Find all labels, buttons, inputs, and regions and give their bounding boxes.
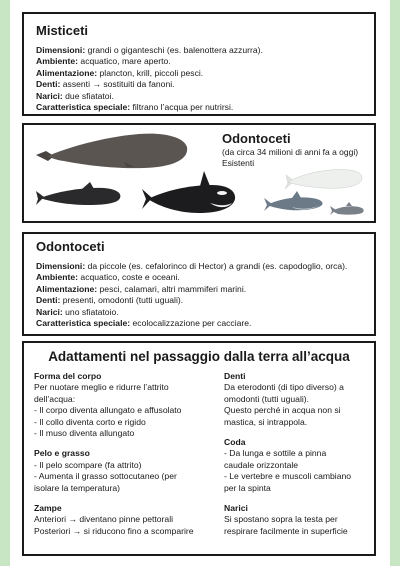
- section-line: omodonti (tutti uguali).: [224, 393, 310, 404]
- fact-text: grandi o giganteschi (es. balenottera azzurra).: [85, 45, 263, 55]
- misticeti-facts: [36, 45, 263, 113]
- dolphin-icon: [264, 191, 323, 211]
- illustration-period: (da circa 34 milioni di anni fa a oggi): [222, 147, 359, 157]
- orca-icon: [142, 171, 235, 213]
- adattamenti-card: [22, 341, 376, 556]
- fact-label: Ambiente:: [36, 272, 79, 283]
- beluga-icon: [285, 170, 362, 189]
- adattamenti-right-column: [224, 371, 372, 537]
- fact-text: acquatico, mare aperto.: [78, 56, 171, 67]
- fact-text: acquatico, coste e oceani.: [78, 272, 180, 283]
- fact-text: plancton, krill, piccoli pesci.: [97, 67, 204, 78]
- section-line: - Il collo diventa corto e rigido: [34, 416, 146, 427]
- odontoceti-facts: [36, 261, 347, 329]
- misticeti-title: Misticeti: [36, 23, 89, 38]
- adattamenti-left-column: [34, 371, 204, 537]
- page-sheet: [10, 0, 390, 566]
- section-line: Si spostano sopra la testa per: [224, 514, 338, 525]
- section-line: caudale orizzontale: [224, 459, 299, 470]
- fact-label: Caratteristica speciale:: [36, 318, 131, 329]
- fact-denti: [36, 79, 263, 90]
- section-line: - Il pelo scompare (fa attrito): [34, 459, 142, 470]
- section-title-coda: Coda: [224, 437, 246, 448]
- fact-text: filtrano l’acqua per nutrirsi.: [130, 102, 234, 113]
- section-title-forma: Forma del corpo: [34, 371, 102, 381]
- fact-text: uno sfiatatoio.: [62, 306, 119, 317]
- fact-text: due sfiatatoi.: [62, 90, 114, 101]
- fact-label: Denti:: [36, 295, 61, 306]
- odontoceti-title: Odontoceti: [36, 239, 105, 254]
- fact-label: Narici:: [36, 306, 63, 317]
- section-title-zampe: Zampe: [34, 503, 62, 514]
- fact-dimensioni: [36, 261, 347, 272]
- section-line: Per nuotare meglio e ridurre l’attrito: [34, 382, 169, 393]
- section-title-denti: Denti: [224, 371, 246, 381]
- section-line: - Il muso diventa allungato: [34, 428, 135, 439]
- fact-alimentazione: [36, 284, 347, 295]
- fact-label: Denti:: [36, 79, 61, 90]
- section-line: Posteriori → si riducono fino a scomparire: [34, 525, 194, 536]
- section-line: Anteriori → diventano pinne pettorali: [34, 514, 174, 525]
- adattamenti-title: Adattamenti nel passaggio dalla terra all’acqua: [48, 349, 350, 364]
- section-line: Da eterodonti (di tipo diverso) a: [224, 382, 344, 393]
- sperm-whale-icon: [36, 134, 187, 169]
- section-line: dell’acqua:: [34, 393, 76, 404]
- misticeti-card: [22, 12, 376, 116]
- pilot-whale-icon: [36, 182, 120, 205]
- fact-label: Ambiente:: [36, 56, 79, 67]
- fact-label: Alimentazione:: [36, 283, 98, 294]
- fact-label: Dimensioni:: [36, 261, 86, 271]
- fact-label: Alimentazione:: [36, 67, 98, 78]
- section-title-pelo: Pelo e grasso: [34, 448, 90, 459]
- section-title-narici: Narici: [224, 503, 248, 514]
- porpoise-icon: [330, 202, 364, 215]
- section-line: respirare facilmente in superficie: [224, 525, 348, 536]
- section-line: per la spinta: [224, 482, 271, 493]
- fact-ambiente: [36, 56, 263, 67]
- fact-label: Caratteristica speciale:: [36, 102, 131, 113]
- whales-illustration: [24, 125, 374, 221]
- section-line: Questo perché in acqua non si: [224, 405, 341, 416]
- odontoceti-illustration-card: [22, 123, 376, 223]
- section-line: isolare la temperatura): [34, 482, 120, 493]
- fact-label: Dimensioni:: [36, 45, 86, 55]
- fact-caratteristica: [36, 318, 347, 329]
- section-line: - Le vertebre e muscoli cambiano: [224, 471, 352, 482]
- section-line: - Il corpo diventa allungato e affusolato: [34, 405, 182, 416]
- fact-narici: [36, 91, 263, 102]
- illustration-title: Odontoceti: [222, 131, 291, 146]
- fact-alimentazione: [36, 68, 263, 79]
- section-line: - Da lunga e sottile a pinna: [224, 448, 327, 459]
- fact-text: assenti → sostituiti da fanoni.: [60, 79, 175, 90]
- fact-denti: [36, 295, 347, 306]
- fact-dimensioni: [36, 45, 263, 56]
- fact-text: presenti, omodonti (tutti uguali).: [60, 295, 184, 306]
- section-line: - Aumenta il grasso sottocutaneo (per: [34, 471, 177, 482]
- section-line: mastica, si intrappola.: [224, 416, 308, 427]
- fact-label: Narici:: [36, 90, 63, 101]
- illustration-status: Esistenti: [222, 158, 255, 168]
- fact-text: ecolocalizzazione per cacciare.: [130, 318, 252, 329]
- fact-ambiente: [36, 272, 347, 283]
- fact-text: pesci, calamari, altri mammiferi marini.: [97, 283, 247, 294]
- fact-narici: [36, 307, 347, 318]
- illustration-subtitle: [222, 147, 358, 169]
- fact-caratteristica: [36, 102, 263, 113]
- odontoceti-card: [22, 232, 376, 336]
- fact-text: da piccole (es. cefalorinco di Hector) a grandi (es. capodoglio, orca).: [85, 261, 348, 271]
